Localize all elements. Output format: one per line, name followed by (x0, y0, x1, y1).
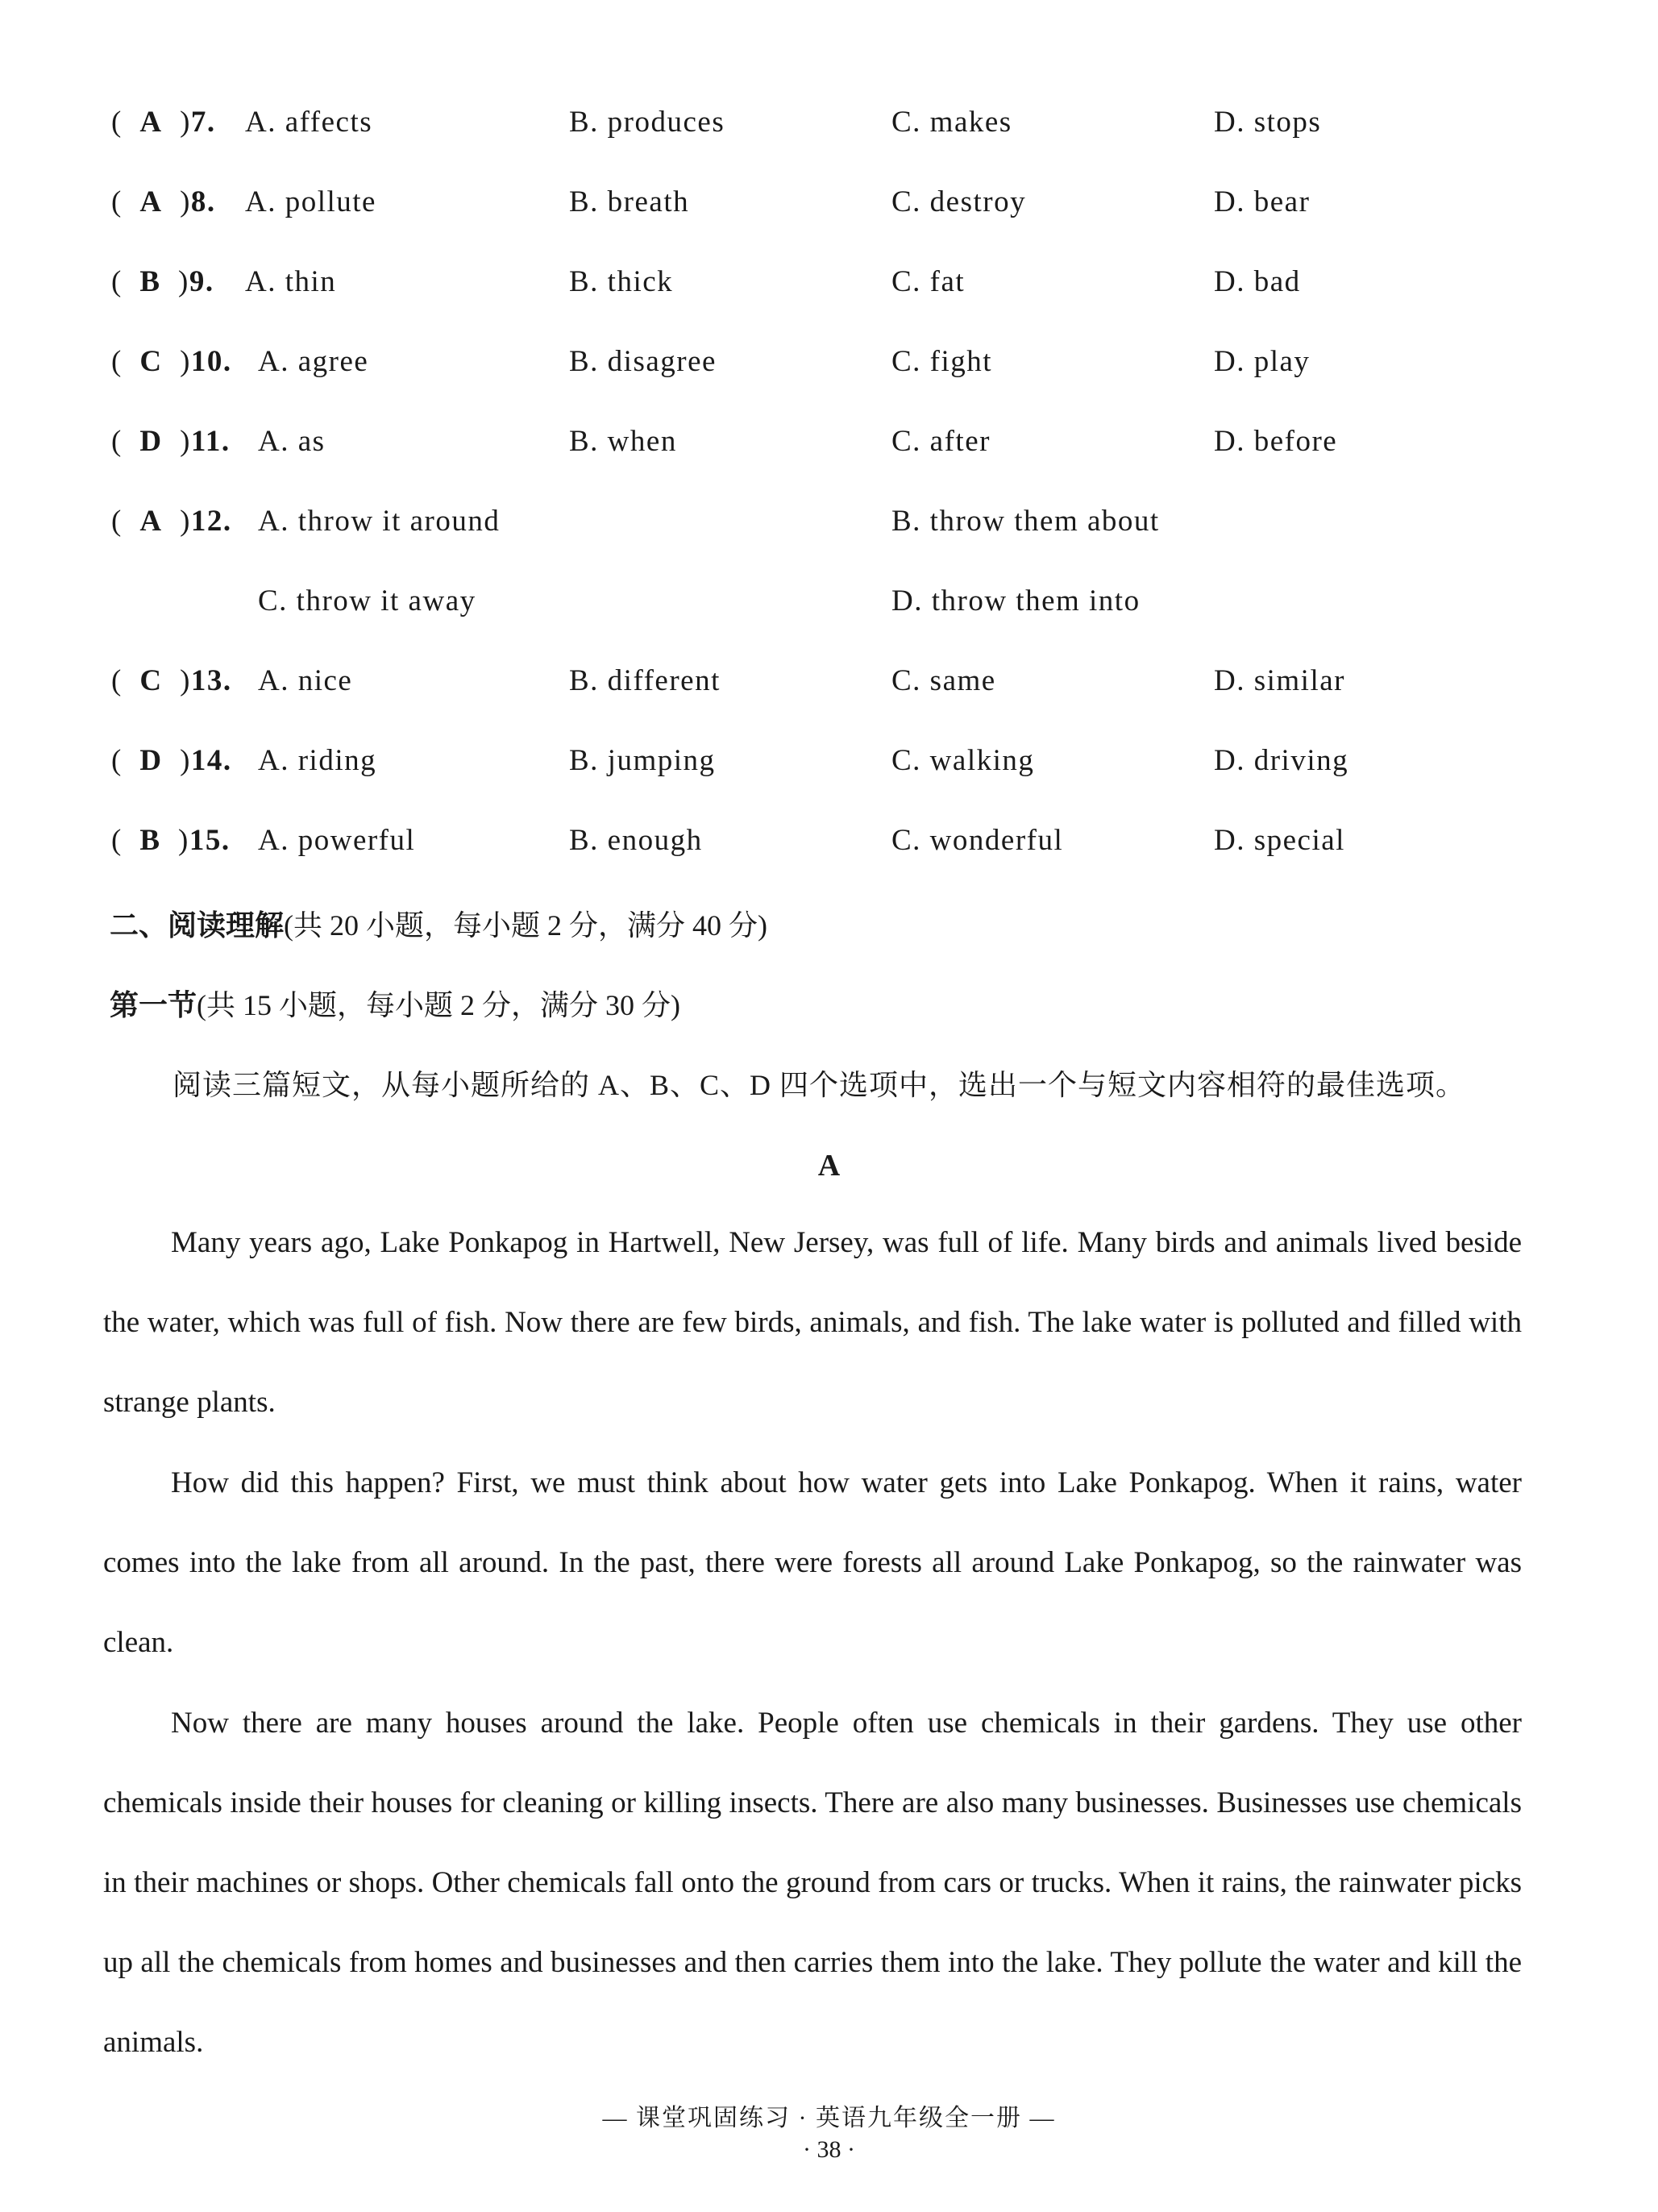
question-row-continued (0, 584, 1658, 632)
option-d: D. driving (1214, 744, 1349, 777)
question-number: ( D )14. (111, 744, 232, 777)
option-a: A. thin (245, 265, 337, 298)
passage-paragraph: Now there are many houses around the lake. People often use chemicals in their gardens. They use other chemicals inside their houses for cleaning or killing insects. There are also many businesses. Businesses use chemicals in their machines or shops. Other chemicals fall onto the ground from cars or trucks. When it rains, the rainwater picks up all the chemicals from homes and businesses and then carries them into the lake. They pollute the water and kill the animals. (103, 1707, 1522, 2059)
question-number: ( B )9. (111, 265, 214, 298)
option-a: A. as (258, 425, 326, 458)
option-c: C. fight (891, 345, 993, 378)
option-a: A. agree (258, 345, 369, 378)
option-b: B. jumping (569, 744, 716, 777)
option-a: A. throw it around (258, 505, 501, 538)
section-note: (共 20 小题，每小题 2 分，满分 40 分) (284, 909, 767, 942)
question-number: ( D )11. (111, 425, 231, 458)
question-row (0, 823, 1658, 871)
option-c: C. walking (891, 744, 1035, 777)
option-d: D. similar (1214, 664, 1345, 697)
option-c: C. makes (891, 106, 1012, 139)
section-heading (110, 903, 767, 944)
passage-title: A (817, 1149, 841, 1183)
part-note: (共 15 小题，每小题 2 分，满分 30 分) (197, 989, 680, 1021)
book-footer: — 课堂巩固练习 · 英语九年级全一册 — (602, 2105, 1056, 2131)
option-d: D. before (1214, 425, 1338, 458)
option-d: D. bear (1214, 185, 1311, 218)
question-number: ( A )8. (111, 185, 216, 218)
instruction: 阅读三篇短文，从每小题所给的 A、B、C、D 四个选项中，选出一个与短文内容相符的最佳选项。 (172, 1069, 1466, 1101)
question-row (0, 264, 1658, 313)
option-a: A. affects (245, 106, 373, 139)
question-row (0, 743, 1658, 792)
option-c: C. after (891, 425, 991, 458)
passage-paragraph: How did this happen? First, we must think about how water gets into Lake Ponkapog. When it rains, water comes into the lake from all around. In the past, there were forests all around Lake Ponkapog, so the rainwater was clean. (103, 1466, 1522, 1659)
question-number: ( C )10. (111, 345, 232, 378)
question-row (0, 105, 1658, 153)
option-b: B. produces (569, 106, 725, 139)
question-row (0, 344, 1658, 393)
option-d: D. special (1214, 824, 1345, 857)
option-c: C. same (891, 664, 996, 697)
option-b: B. breath (569, 185, 690, 218)
passage-paragraph: Many years ago, Lake Ponkapog in Hartwell, New Jersey, was full of life. Many birds and animals lived beside the water, which was full of fish. Now there are few birds, animals, and fish. The lake water is polluted and filled with strange plants. (103, 1226, 1522, 1419)
option-c: C. wonderful (891, 824, 1064, 857)
option-d: D. bad (1214, 265, 1301, 298)
option-a: A. nice (258, 664, 353, 697)
option-d: D. play (1214, 345, 1311, 378)
question-number: ( A )7. (111, 106, 216, 139)
question-number: ( A )12. (111, 505, 232, 538)
option-b: B. enough (569, 824, 703, 857)
option-c: C. throw it away (258, 584, 476, 617)
question-row (0, 663, 1658, 712)
question-number: ( B )15. (111, 824, 231, 857)
option-b: B. disagree (569, 345, 717, 378)
option-d: D. stops (1214, 106, 1322, 139)
part-title: 第一节 (110, 989, 197, 1021)
question-number: ( C )13. (111, 664, 232, 697)
part-heading (110, 983, 680, 1024)
section-title: 二、阅读理解 (110, 909, 285, 942)
option-c: C. destroy (891, 185, 1027, 218)
option-d: D. throw them into (891, 584, 1141, 617)
option-a: A. powerful (258, 824, 416, 857)
option-b: B. when (569, 425, 677, 458)
option-b: B. thick (569, 265, 674, 298)
option-a: A. pollute (245, 185, 376, 218)
question-row (0, 504, 1658, 552)
option-b: B. different (569, 664, 721, 697)
page-number: · 38 · (803, 2136, 855, 2163)
option-a: A. riding (258, 744, 377, 777)
question-row (0, 185, 1658, 233)
question-row (0, 424, 1658, 472)
option-c: C. fat (891, 265, 966, 298)
option-b: B. throw them about (891, 505, 1160, 538)
